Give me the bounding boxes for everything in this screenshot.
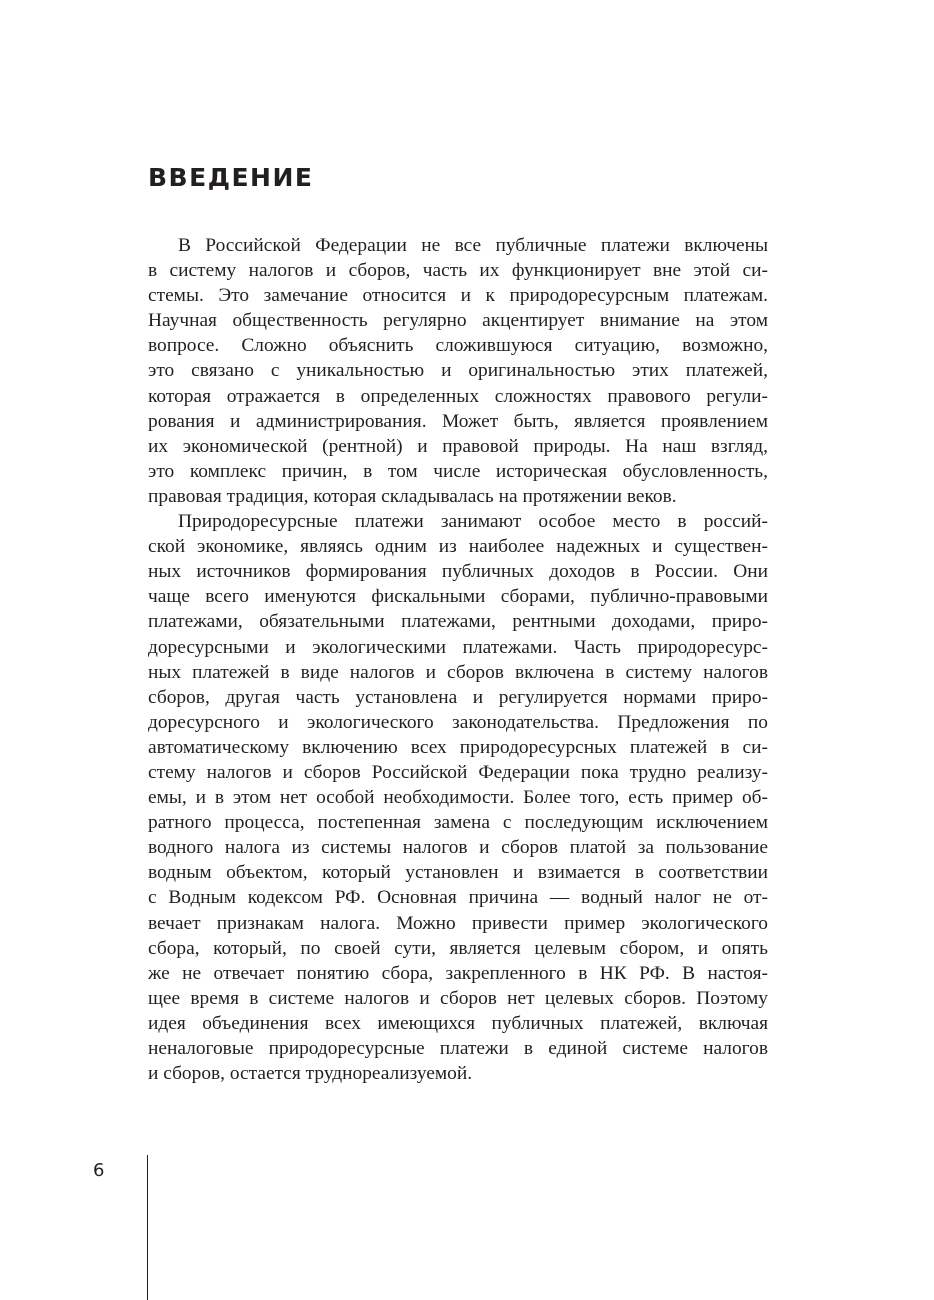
text-line: и сборов, остается труднореализуемой. bbox=[148, 1063, 473, 1085]
text-line: это комплекс причин, в том числе историческая обусловленность, bbox=[148, 460, 768, 482]
text-line: Научная общественность регулярно акцентирует внимание на этом bbox=[148, 310, 768, 332]
text-line: с Водным кодексом РФ. Основная причина — водный налог не от- bbox=[148, 887, 768, 909]
text-line: стему налогов и сборов Российской Федерации пока трудно реализу- bbox=[148, 761, 768, 783]
text-line: ных источников формирования публичных доходов в России. Они bbox=[148, 561, 768, 583]
text-line: емы, и в этом нет особой необходимости. Более того, есть пример об- bbox=[148, 787, 768, 809]
text-line: чаще всего именуются фискальными сборами, публично-правовыми bbox=[148, 586, 768, 608]
text-line: сборов, другая часть установлена и регулируется нормами приро- bbox=[148, 686, 768, 708]
text-line: платежами, обязательными платежами, рентными доходами, приро- bbox=[148, 611, 768, 633]
text-line: неналоговые природоресурсные платежи в единой системе налогов bbox=[148, 1038, 768, 1059]
text-line: вопросе. Сложно объяснить сложившуюся ситуацию, возможно, bbox=[148, 335, 768, 357]
text-line: вечает признакам налога. Можно привести пример экологического bbox=[148, 912, 768, 934]
body-text bbox=[148, 233, 768, 1086]
text-line: автоматическому включению всех природоресурсных платежей в си- bbox=[148, 736, 768, 758]
text-line: водного налога из системы налогов и сборов платой за пользование bbox=[148, 837, 768, 859]
text-line: доресурсными и экологическими платежами. Часть природоресурс- bbox=[148, 636, 768, 658]
text-line: правовая традиция, которая складывалась на протяжении веков. bbox=[148, 485, 677, 507]
text-line: их экономической (рентной) и правовой природы. На наш взгляд, bbox=[148, 435, 768, 457]
text-line: доресурсного и экологического законодательства. Предложения по bbox=[148, 711, 768, 733]
text-line: Природоресурсные платежи занимают особое место в россий- bbox=[178, 511, 768, 533]
text-line: ской экономике, являясь одним из наиболее надежных и существен- bbox=[148, 536, 768, 558]
text-line: сбора, который, по своей сути, является целевым сбором, и опять bbox=[148, 937, 768, 959]
text-line: водным объектом, который установлен и взимается в соответствии bbox=[148, 862, 768, 884]
text-line: В Российской Федерации не все публичные платежи включены bbox=[178, 235, 768, 256]
page-margin-rule bbox=[147, 1155, 148, 1300]
text-line: ратного процесса, постепенная замена с последующим исключением bbox=[148, 812, 768, 834]
text-line: идея объединения всех имеющихся публичных платежей, включая bbox=[148, 1012, 768, 1034]
text-line: это связано с уникальностью и оригинальностью этих платежей, bbox=[148, 360, 768, 382]
text-line: рования и администрирования. Может быть, является проявлением bbox=[148, 410, 768, 432]
paragraph-1 bbox=[148, 233, 768, 509]
text-line: в систему налогов и сборов, часть их функционирует вне этой си- bbox=[148, 260, 768, 282]
text-line: стемы. Это замечание относится и к природоресурсным платежам. bbox=[148, 285, 768, 307]
page-number: 6 bbox=[93, 1160, 105, 1181]
text-line: же не отвечает понятию сбора, закрепленного в НК РФ. В настоя- bbox=[148, 962, 768, 984]
section-heading: ВВЕДЕНИЕ bbox=[148, 163, 314, 192]
text-line: ных платежей в виде налогов и сборов включена в систему налогов bbox=[148, 661, 768, 683]
text-line: щее время в системе налогов и сборов нет целевых сборов. Поэтому bbox=[148, 987, 768, 1009]
text-line: которая отражается в определенных сложностях правового регули- bbox=[148, 385, 768, 407]
paragraph-2 bbox=[148, 509, 768, 1086]
